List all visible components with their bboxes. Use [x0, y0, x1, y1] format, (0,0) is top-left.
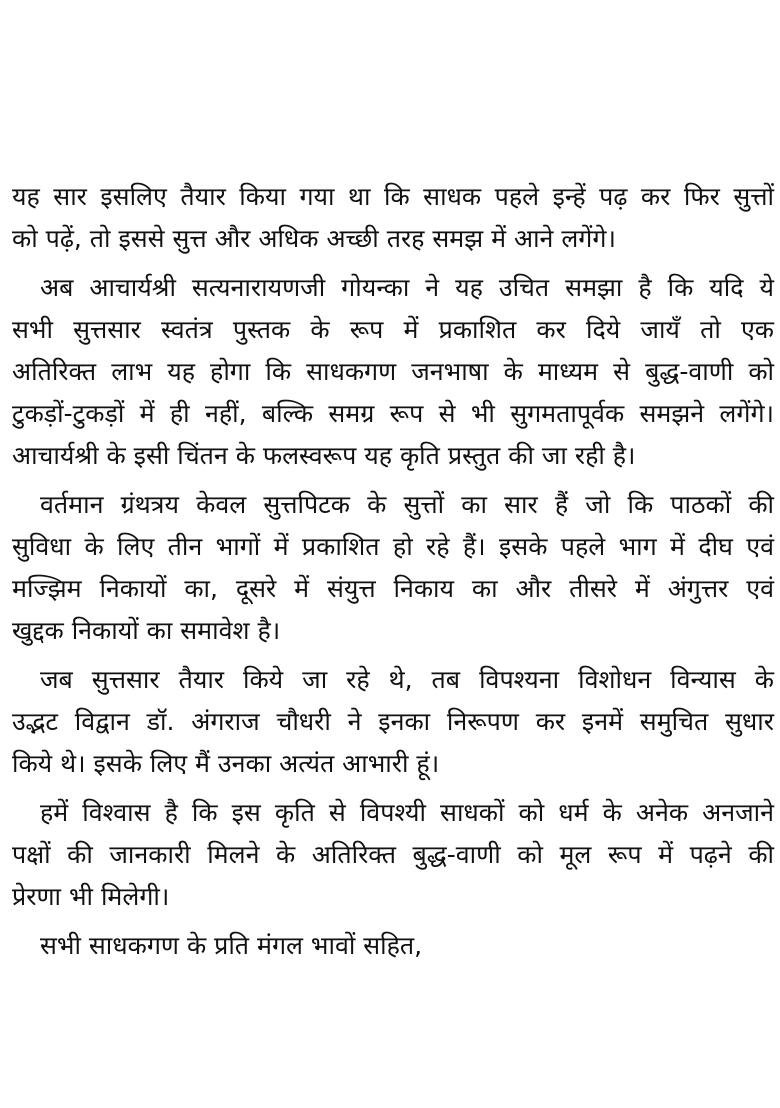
text-line: सभी सुत्तसार स्वतंत्र पुस्तक के रूप में प्रकाशित कर दिये जायँ तो एक — [12, 315, 774, 344]
text-line: किये थे। इसके लिए मैं उनका अत्यंत आभारी हूं। — [12, 749, 440, 778]
text-line: प्रेरणा भी मिलेगी। — [12, 882, 170, 911]
text-line: पक्षों की जानकारी मिलने के अतिरिक्त बुद्ध-वाणी को मूल रूप में पढ़ने की — [12, 840, 774, 869]
text-line: को पढ़ें, तो इससे सुत्त और अधिक अच्छी तरह समझ में आने लगेंगे। — [12, 224, 616, 253]
text-line: खुद्दक निकायों का समावेश है। — [12, 616, 281, 645]
text-line: अतिरिक्त लाभ यह होगा कि साधकगण जनभाषा के माध्यम से बुद्ध-वाणी को — [12, 357, 774, 386]
paragraph-3 — [12, 484, 774, 652]
closing-line — [12, 925, 774, 967]
text-line: आचार्यश्री के इसी चिंतन के फलस्वरूप यह कृति प्रस्तुत की जा रही है। — [12, 441, 636, 470]
text-line: सभी साधकगण के प्रति मंगल भावों सहित, — [40, 931, 423, 960]
text-line: अब आचार्यश्री सत्यनारायणजी गोयन्का ने यह उचित समझा है कि यदि ये — [40, 273, 774, 302]
paragraph-2 — [12, 267, 774, 477]
paragraph-1 — [12, 176, 774, 260]
text-line: जब सुत्तसार तैयार किये जा रहे थे, तब विपश्यना विशोधन विन्यास के — [40, 665, 774, 694]
paragraph-4 — [12, 659, 774, 785]
text-line: सुविधा के लिए तीन भागों में प्रकाशित हो रहे हैं। इसके पहले भाग में दीघ एवं — [12, 532, 774, 561]
text-line: मज्झिम निकायों का, दूसरे में संयुत्त निकाय का और तीसरे में अंगुत्तर एवं — [12, 574, 774, 603]
text-line: टुकड़ों-टुकड़ों में ही नहीं, बल्कि समग्र रूप से भी सुगमतापूर्वक समझने लगेंगे। — [12, 399, 774, 428]
paragraph-5 — [12, 792, 774, 918]
text-line: यह सार इसलिए तैयार किया गया था कि साधक पहले इन्हें पढ़ कर फिर सुत्तों — [12, 182, 774, 211]
document-page — [12, 176, 774, 974]
text-line: हमें विश्वास है कि इस कृति से विपश्यी साधकों को धर्म के अनेक अनजाने — [40, 798, 774, 827]
text-line: वर्तमान ग्रंथत्रय केवल सुत्तपिटक के सुत्तों का सार हैं जो कि पाठकों की — [40, 490, 774, 519]
text-line: उद्भट विद्वान डॉ. अंगराज चौधरी ने इनका निरूपण कर इनमें समुचित सुधार — [12, 707, 774, 736]
